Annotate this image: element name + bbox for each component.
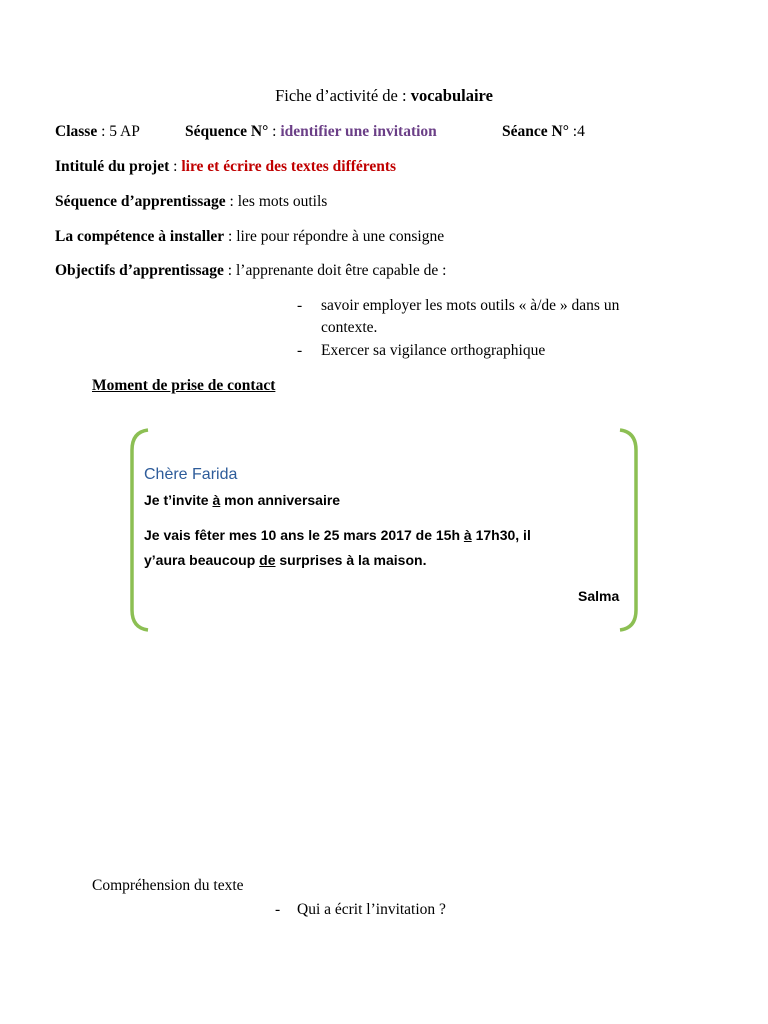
objectifs-label: Objectifs d’apprentissage [55,262,224,279]
sequence-label: Séquence N° [185,123,269,140]
document-title [0,86,768,106]
apprentissage-sep: : [225,193,238,210]
objective-2-line1: Exercer sa vigilance orthographique [321,342,546,359]
question-dash: - [275,901,281,918]
invitation-card [130,428,638,632]
seance-label: Séance N° [502,123,569,140]
apprentissage-label: Séquence d’apprentissage [55,193,226,210]
objective-1-line2: contexte. [321,319,378,336]
classe-line [55,123,140,141]
right-bracket [620,430,636,630]
objective-1-line1: savoir employer les mots outils « à/de » dans un [321,297,620,314]
inv-body2-b: surprises à la maison. [275,552,427,568]
classe-label: Classe [55,123,98,140]
apprentissage-value: les mots outils [237,193,328,210]
invitation-body-line1 [144,527,531,543]
objective-1-dash: - [297,297,303,314]
inv-line1-underlined: à [212,492,221,508]
inv-line1-b: mon anniversaire [220,492,341,508]
invitation-signature: Salma [578,588,620,604]
apprentissage-line [55,193,327,211]
objectifs-value: : l’apprenante doit être capable de : [223,262,447,279]
competence-label: La compétence à installer [55,228,225,245]
title-subject: vocabulaire [410,86,493,105]
inv-line1-a: Je t’invite [144,492,213,508]
objective-2-dash: - [297,342,303,359]
seance-value: :4 [568,123,585,140]
inv-body1-b: 17h30, il [471,527,531,543]
projet-line [55,158,396,176]
title-prefix: Fiche d’activité de : [275,86,411,105]
competence-line [55,228,444,246]
invitation-body-line2 [144,552,426,568]
sequence-value: identifier une invitation [280,123,437,140]
inv-body2-underlined: de [259,552,276,568]
inv-body1-a: Je vais fêter mes 10 ans le 25 mars 2017 de 15h [144,527,464,543]
inv-body2-a: y’aura beaucoup [144,552,260,568]
sequence-sep: : [268,123,281,140]
invitation-greeting: Chère Farida [144,466,238,483]
competence-sep: : [224,228,237,245]
objectifs-line [55,262,446,280]
comprehension-question: Qui a écrit l’invitation ? [297,901,446,918]
projet-value: lire et écrire des textes différents [181,158,397,175]
classe-value: 5 AP [109,123,140,140]
sequence-line [185,123,437,141]
projet-label: Intitulé du projet [55,158,170,175]
comprehension-heading: Compréhension du texte [92,877,244,894]
moment-heading: Moment de prise de contact [92,377,276,394]
invitation-line [144,492,340,508]
competence-value: lire pour répondre à une consigne [236,228,445,245]
projet-sep: : [169,158,182,175]
classe-sep: : [97,123,110,140]
inv-body1-underlined: à [463,527,472,543]
seance-line [502,123,585,141]
